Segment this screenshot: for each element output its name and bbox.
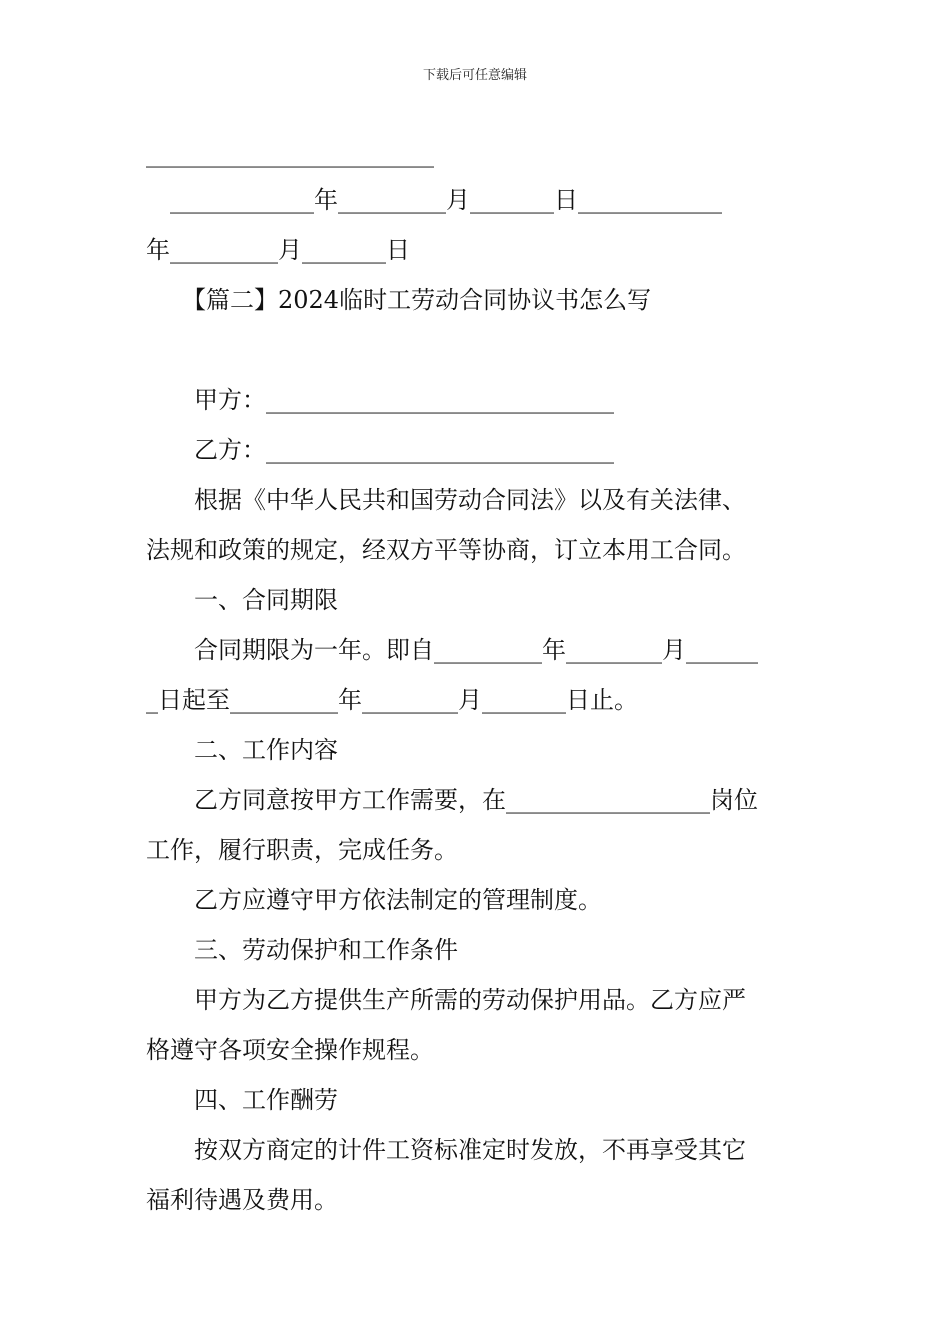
party-b-line: 乙方：_____________________________ bbox=[146, 436, 614, 464]
paragraph-line: 根据《中华人民共和国劳动合同法》以及有关法律、 bbox=[146, 486, 746, 514]
clause-heading: 三、劳动保护和工作条件 bbox=[146, 936, 458, 964]
paragraph-line: 乙方同意按甲方工作需要，在_________________岗位 bbox=[146, 786, 758, 814]
paragraph-line: 按双方商定的计件工资标准定时发放，不再享受其它 bbox=[146, 1136, 746, 1164]
clause-heading: 四、工作酬劳 bbox=[146, 1086, 338, 1114]
paragraph-line: 法规和政策的规定，经双方平等协商，订立本用工合同。 bbox=[146, 536, 746, 564]
signature-line: ________________________ bbox=[146, 140, 434, 168]
paragraph-line: 合同期限为一年。即自_________年________月______ bbox=[146, 636, 758, 664]
paragraph-line: 甲方为乙方提供生产所需的劳动保护用品。乙方应严 bbox=[146, 986, 746, 1014]
clause-heading: 二、工作内容 bbox=[146, 736, 338, 764]
paragraph-line: _日起至_________年________月_______日止。 bbox=[146, 686, 638, 714]
paragraph-line: 福利待遇及费用。 bbox=[146, 1186, 338, 1214]
section-title: 【篇二】2024临时工劳动合同协议书怎么写 bbox=[146, 286, 652, 314]
paragraph-line: 乙方应遵守甲方依法制定的管理制度。 bbox=[146, 886, 602, 914]
party-a-line: 甲方：_____________________________ bbox=[146, 386, 614, 414]
paragraph-line: 工作，履行职责，完成任务。 bbox=[146, 836, 458, 864]
clause-heading: 一、合同期限 bbox=[146, 586, 338, 614]
date-line: ____________年_________月_______日____________ bbox=[146, 186, 722, 214]
date-line: 年_________月_______日 bbox=[146, 236, 410, 264]
page-header: 下载后可任意编辑 bbox=[422, 68, 527, 83]
paragraph-line: 格遵守各项安全操作规程。 bbox=[146, 1036, 434, 1064]
